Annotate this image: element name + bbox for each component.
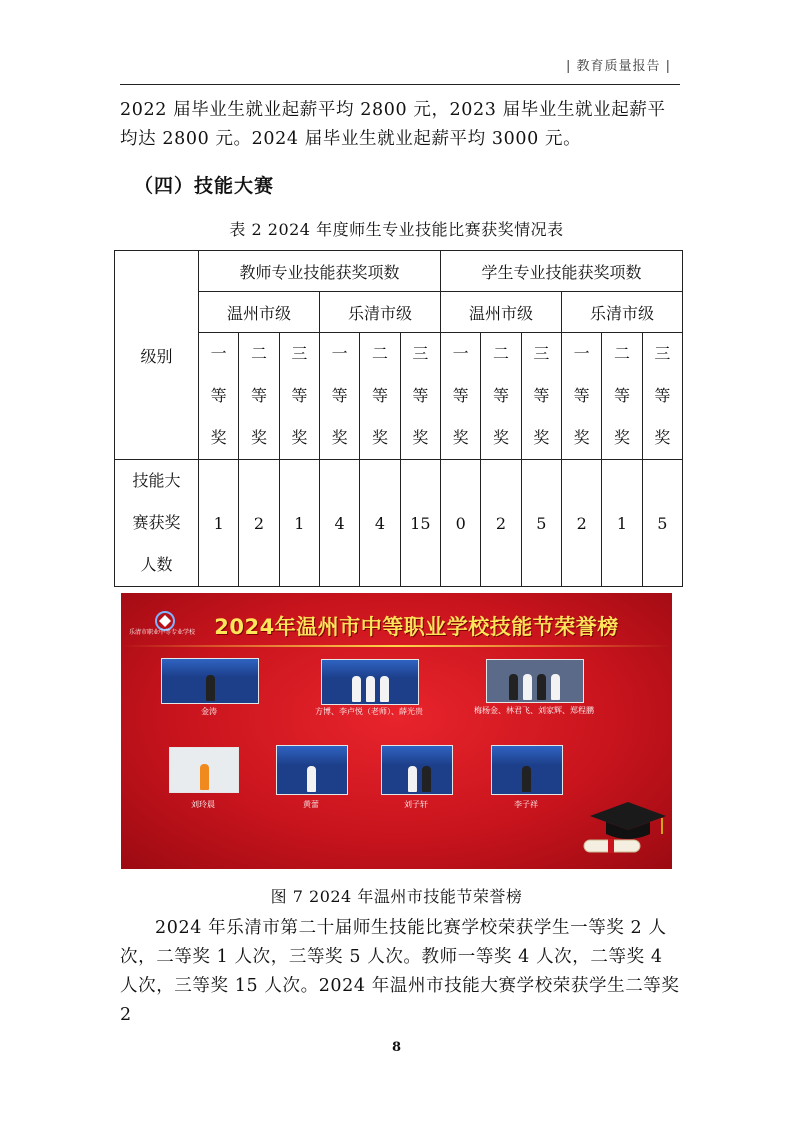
winner-names: 刘玲晨 bbox=[191, 800, 215, 809]
winner-photo bbox=[486, 659, 584, 703]
value-cell: 4 bbox=[319, 460, 359, 587]
value-cell: 1 bbox=[602, 460, 642, 587]
winner-names: 李子祥 bbox=[514, 800, 538, 809]
level-header: 级别 bbox=[140, 346, 173, 366]
winner-photo bbox=[321, 659, 419, 705]
graduation-cap-icon bbox=[580, 794, 668, 864]
winner-photo bbox=[381, 745, 453, 795]
student-group-header: 学生专业技能获奖项数 bbox=[441, 251, 683, 292]
winner-names: 金涛 bbox=[201, 707, 217, 716]
prize-header: 一 等 奖 bbox=[562, 333, 602, 460]
value-cell: 5 bbox=[642, 460, 682, 587]
prize-header: 二 等 奖 bbox=[481, 333, 521, 460]
section-title: （四）技能大赛 bbox=[134, 175, 275, 197]
sub-header: 乐清市级 bbox=[319, 292, 440, 333]
table-caption: 表 2 2024 年度师生专业技能比赛获奖情况表 bbox=[229, 220, 564, 239]
value-cell: 15 bbox=[400, 460, 440, 587]
banner-divider bbox=[121, 645, 672, 647]
winner-photo bbox=[491, 745, 563, 795]
prize-header: 一 等 奖 bbox=[441, 333, 481, 460]
prize-header: 二 等 奖 bbox=[239, 333, 279, 460]
level-header-cell bbox=[115, 251, 199, 460]
page-header: | 教育质量报告 | bbox=[565, 59, 671, 74]
teacher-group-header: 教师专业技能获奖项数 bbox=[199, 251, 441, 292]
school-logo-text: 乐清市职业中等专业学校 bbox=[129, 629, 196, 636]
value-cell: 1 bbox=[199, 460, 239, 587]
paragraph-salary: 2022 届毕业生就业起薪平均 2800 元，2023 届毕业生就业起薪平均达 2800 元。2024 届毕业生就业起薪平均 3000 元。 bbox=[120, 100, 666, 149]
value-cell: 5 bbox=[521, 460, 561, 587]
value-cell: 2 bbox=[481, 460, 521, 587]
winner-names: 刘子轩 bbox=[404, 800, 428, 809]
header-divider bbox=[120, 84, 680, 85]
prize-header: 一 等 奖 bbox=[319, 333, 359, 460]
prize-header: 三 等 奖 bbox=[279, 333, 319, 460]
paragraph-awards: 2024 年乐清市第二十届师生技能比赛学校荣获学生一等奖 2 人次，二等奖 1 人次，三等奖 5 人次。教师一等奖 4 人次，二等奖 4 人次，三等奖 15 人次。2024 年温州市技能大赛学校荣获学生二等奖 2 bbox=[120, 918, 680, 1025]
winner-photo bbox=[276, 745, 348, 795]
winner-info bbox=[161, 719, 257, 725]
row-label-cell bbox=[115, 460, 199, 587]
value-cell: 1 bbox=[279, 460, 319, 587]
winner-names: 黄蕾 bbox=[303, 800, 319, 809]
prize-header: 二 等 奖 bbox=[360, 333, 400, 460]
prize-header: 三 等 奖 bbox=[642, 333, 682, 460]
winner-photo bbox=[161, 658, 259, 704]
value-cell: 2 bbox=[562, 460, 602, 587]
sub-header: 温州市级 bbox=[441, 292, 562, 333]
sub-header: 温州市级 bbox=[199, 292, 320, 333]
page-number: 8 bbox=[391, 1040, 402, 1055]
winner-photo bbox=[169, 747, 239, 793]
prize-header: 二 等 奖 bbox=[602, 333, 642, 460]
winner-names: 方博、李卢悦（老师）、薛光贵 bbox=[315, 707, 423, 716]
figure-caption: 图 7 2024 年温州市技能节荣誉榜 bbox=[270, 887, 523, 906]
value-cell: 0 bbox=[441, 460, 481, 587]
prize-header: 三 等 奖 bbox=[400, 333, 440, 460]
value-cell: 4 bbox=[360, 460, 400, 587]
banner-title: 2024年温州市中等职业学校技能节荣誉榜 bbox=[214, 615, 619, 639]
prize-header: 三 等 奖 bbox=[521, 333, 561, 460]
sub-header: 乐清市级 bbox=[562, 292, 683, 333]
prize-header: 一 等 奖 bbox=[199, 333, 239, 460]
row-label: 技能大 赛获奖 人数 bbox=[132, 471, 181, 574]
awards-table bbox=[114, 250, 683, 587]
winner-names: 梅杨金、林君飞、刘家辉、郑程鹏 bbox=[474, 706, 594, 715]
value-cell: 2 bbox=[239, 460, 279, 587]
